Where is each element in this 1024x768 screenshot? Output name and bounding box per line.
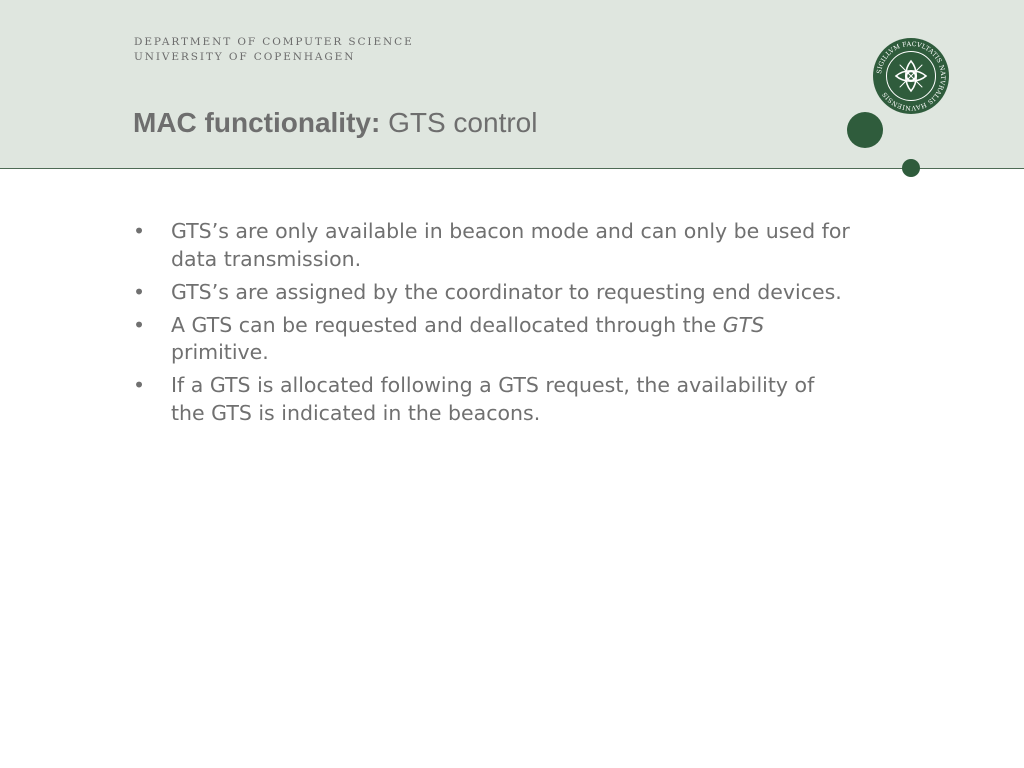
bullet-marker: •	[133, 373, 146, 397]
bullet-text: GTS’s are only available in beacon mode and can only be used for data transmission.	[171, 219, 850, 271]
bullet-text-italic: GTS	[722, 312, 765, 337]
decorative-circle-small	[902, 159, 920, 177]
bullet-text: GTS’s are assigned by the coordinator to requesting end devices.	[171, 279, 842, 304]
header-divider	[0, 168, 1024, 169]
bullet-list	[133, 218, 853, 433]
bullet-item	[133, 218, 853, 273]
slide-title-bold: MAC functionality:	[133, 107, 381, 138]
bullet-text: primitive.	[171, 340, 269, 364]
slide-title-rest: GTS control	[380, 107, 538, 138]
bullet-item	[133, 279, 853, 307]
bullet-marker: •	[133, 312, 146, 337]
bullet-text: A GTS can be requested and deallocated through the	[171, 312, 723, 337]
bullet-marker: •	[133, 279, 146, 304]
bullet-text: If a GTS is allocated following a GTS request, the availability of the GTS is indicated in the beacons.	[171, 373, 815, 425]
bullet-item	[133, 312, 853, 367]
decorative-circle-large	[847, 112, 883, 148]
bullet-marker: •	[133, 219, 146, 243]
seal-text: SIGILLVM FACVLTATIS NATVRALIS HAVNIENSIS	[876, 40, 947, 112]
slide-title	[133, 105, 537, 141]
bullet-item	[133, 372, 853, 427]
university-seal-icon	[872, 37, 950, 115]
department-name: DEPARTMENT OF COMPUTER SCIENCE	[134, 36, 414, 48]
university-name: UNIVERSITY OF COPENHAGEN	[134, 51, 356, 63]
